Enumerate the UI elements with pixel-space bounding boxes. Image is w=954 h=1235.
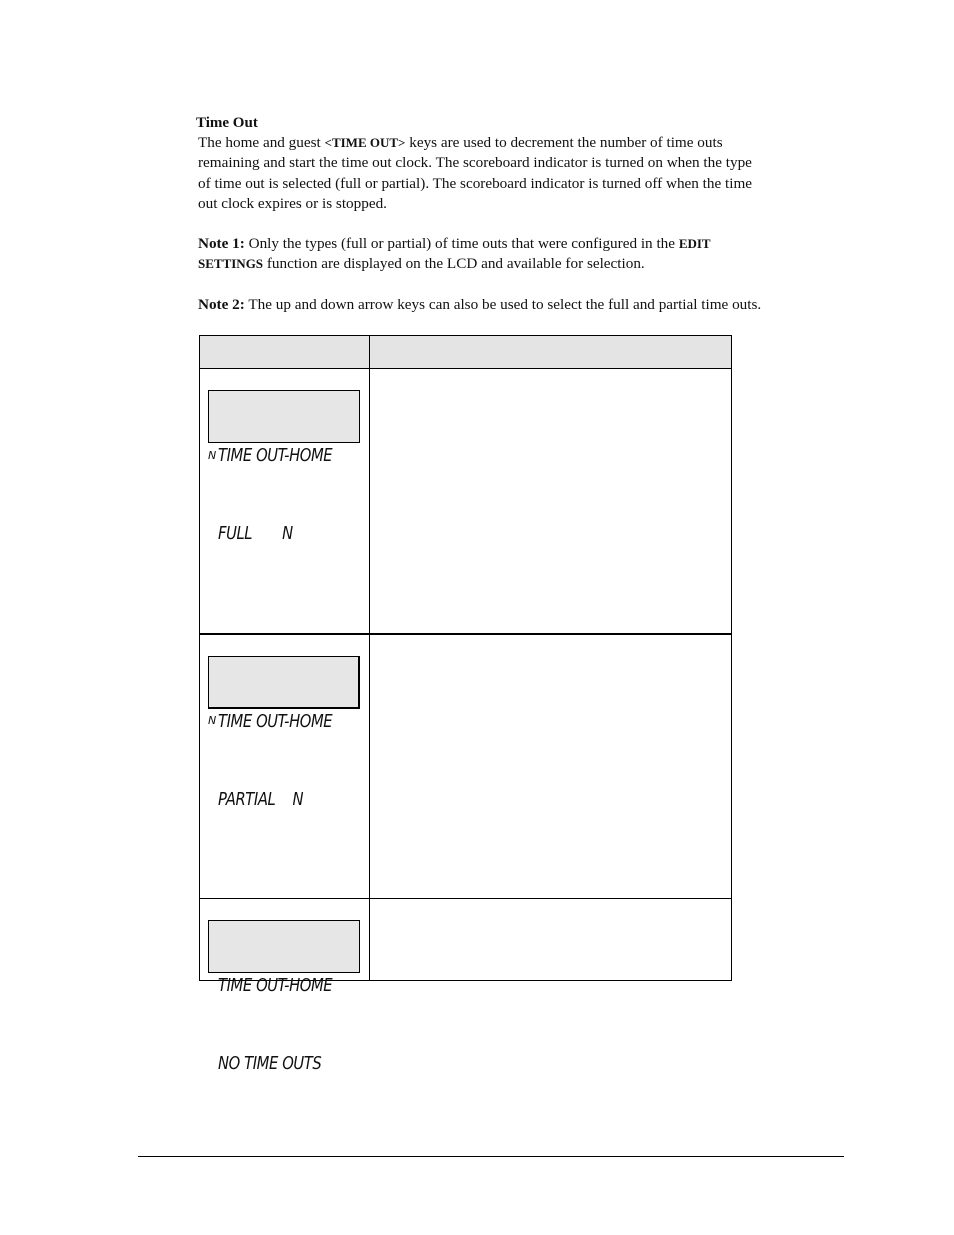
footer-rule [138, 1156, 844, 1157]
lcd-line-1: TIME OUT-HOME [218, 445, 333, 466]
row-divider-1 [200, 633, 731, 635]
row-divider-2 [200, 898, 731, 899]
lcd-line-2: FULL N [218, 523, 293, 544]
note-1 [198, 234, 844, 275]
note-1-text-b: function are displayed on the LCD and available for selection. [263, 255, 645, 273]
note-1-text-a: Only the types (full or partial) of time outs that were configured in the [244, 235, 679, 252]
lcd-line-1: TIME OUT-HOME [218, 711, 333, 732]
intro-line1-suffix: keys are used to decrement the number of time outs [405, 134, 723, 151]
intro-paragraph [198, 133, 844, 215]
intro-line2: remaining and start the time out clock. The scoreboard indicator is turned on when the type [198, 154, 752, 172]
lcd-line-1: TIME OUT-HOME [218, 975, 333, 996]
column-divider [369, 336, 370, 980]
settings-key-label: SETTINGS [198, 256, 264, 272]
intro-line4: out clock expires or is stopped. [198, 195, 387, 213]
table-header-row [200, 336, 731, 369]
time-out-key-label: <TIME OUT> [324, 135, 406, 150]
note-1-label: Note 1: [198, 235, 245, 252]
section-title: Time Out [196, 115, 258, 131]
lcd-display-no-time-outs [208, 920, 360, 1074]
lcd-marker-full: N [208, 449, 217, 462]
lcd-display-table [199, 335, 732, 1074]
intro-line3: of time out is selected (full or partial). The scoreboard indicator is turned off when the time [198, 174, 753, 192]
lcd-display-partial [208, 656, 360, 810]
lcd-display-full [208, 390, 360, 544]
note-2-label: Note 2: [198, 296, 245, 313]
note-2 [198, 295, 844, 315]
lcd-line-2: NO TIME OUTS [218, 1053, 322, 1074]
note-2-text: The up and down arrow keys can also be used to select the full and partial time outs. [244, 296, 762, 313]
intro-prefix: The home and guest [198, 134, 325, 151]
edit-key-label: EDIT [678, 236, 711, 251]
lcd-line-2: PARTIAL N [218, 789, 304, 810]
lcd-marker-partial: N [208, 714, 217, 727]
